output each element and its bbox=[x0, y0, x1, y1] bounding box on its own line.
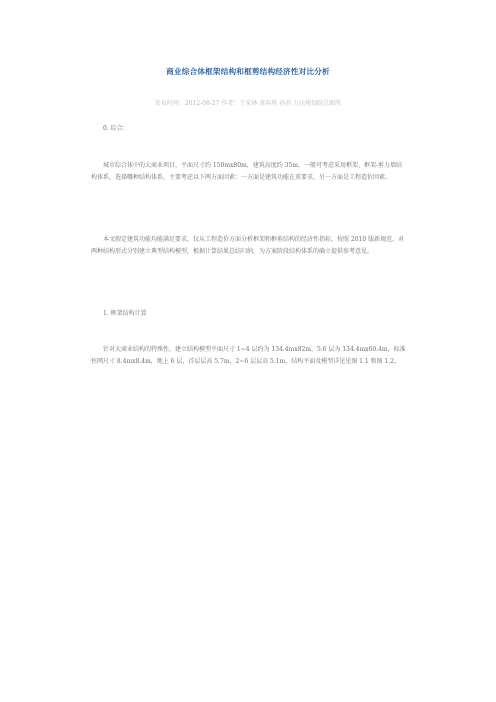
article-title: 商业综合体框架结构和框剪结构经济性对比分析 bbox=[166, 67, 330, 76]
paragraph-3: 针对大商业结构的特殊性，建立结构模型平面尺寸 1~4 层约为 134.4mx82m，5.6 层为 134.4mx60.4m，标准柱网尺寸 8.4mx8.4m，地上 6 层，首层层高 5.7m，2~6 层层高 5.1m，结构平面及模型详见见图 1.1 和图 1.2。 bbox=[91, 346, 406, 365]
section-heading-frame: 1. 框架结构计算 bbox=[103, 310, 147, 317]
article-meta: 发布时间：2012-08-27 作者：王家林 黄春胜 孙滨 万达规划院总图所 bbox=[154, 100, 342, 107]
paragraph-1: 城市综合体中的大商业项目，平面尺寸约 150mx80m，建筑高度约 35m，一般可考虑采用框架、框架-剪力墙结构体系。选择哪种结构体系，主要考虑以下两方面因素：一方面是建筑功能在重要求，另一方面是工程造价因素。 bbox=[91, 162, 403, 181]
paragraph-2: 本文假定建筑功能均能满足要求，仅从工程造价方面分析框架和框剪结构的经济性指标，按照 2010 版新规范，对两种结构形式分别建立典型结构模型，根据计算结果总结归纳，为方案阶段结构体系的确立提供参考意见。 bbox=[91, 236, 405, 255]
section-heading-intro: 0. 综合： bbox=[103, 125, 129, 132]
